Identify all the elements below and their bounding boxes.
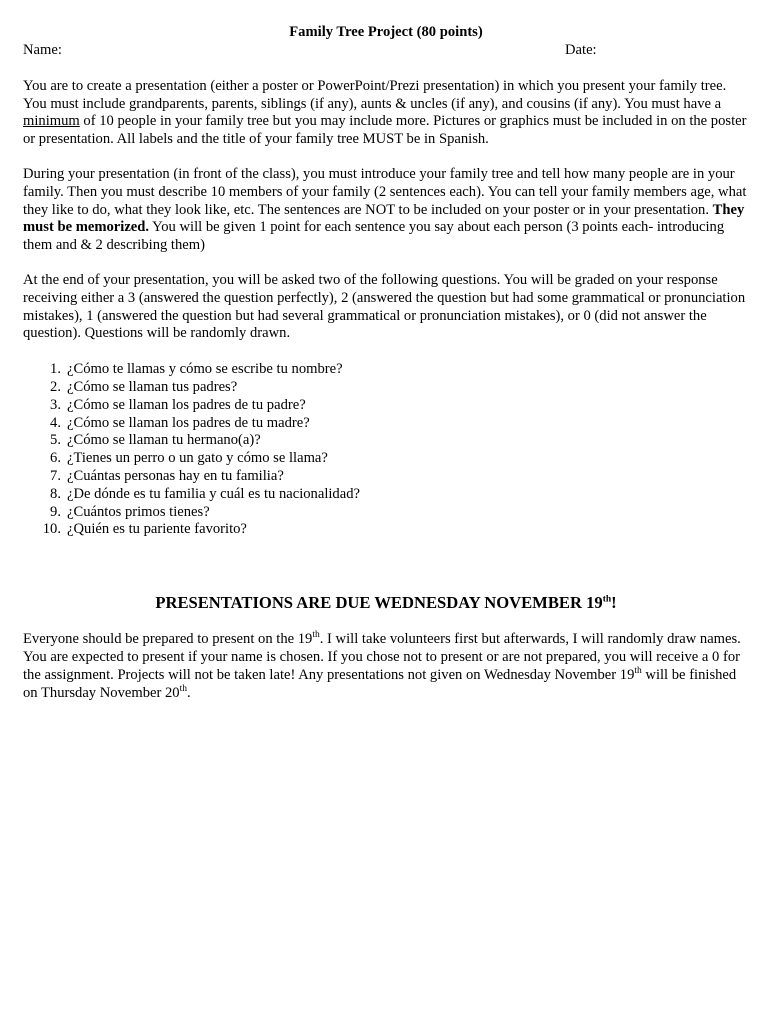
- presentation-text-1: During your presentation (in front of the class), you must introduce your family tree and tell how many people are in your family. Then you must describe 10 members of your family (2 sentences each). You can tell your family members age, what they like to do, what they look like, etc. The sentences are NOT to be included on your poster or in your presentation.: [23, 165, 747, 218]
- instructions-text-2: of 10 people in your family tree but you may include more. Pictures or graphics must be included in on the poster or presentation. All labels and the title of your family tree MUST be in Spanish.: [23, 113, 747, 148]
- question-number: 7.: [50, 467, 61, 484]
- name-label: Name:: [23, 41, 62, 58]
- policy-text-1: Everyone should be prepared to present on the 19: [23, 631, 313, 648]
- presentation-paragraph: [23, 166, 749, 255]
- presentation-text-2: You will be given 1 point for each sentence you say about each person (3 points each- introducing them and & 2 describing them): [23, 219, 725, 254]
- policy-text-2: . I will take volunteers first but afterwards, I will randomly draw names. You are expected to present if your name is chosen. If you chose not to present or are not prepared, you will receive a 0 for the assignment. Projects will not be taken late! Any presentations not given on Wednesday November 19: [23, 631, 741, 683]
- question-text: ¿Cuántas personas hay en tu familia?: [67, 467, 284, 484]
- memorized-bold: They must be memorized.: [23, 201, 745, 236]
- question-number: 9.: [50, 503, 61, 520]
- question-text: ¿Cómo se llaman los padres de tu padre?: [67, 396, 306, 413]
- due-heading-end: !: [611, 593, 617, 613]
- question-text: ¿Tienes un perro o un gato y cómo se llama?: [67, 450, 328, 467]
- policy-suffix-1: th: [312, 630, 320, 641]
- policy-text-4: .: [186, 684, 191, 701]
- question-number: 10.: [42, 521, 61, 538]
- question-number: 2.: [50, 378, 61, 395]
- due-heading-text: PRESENTATIONS ARE DUE WEDNESDAY NOVEMBER 19: [155, 593, 603, 613]
- instructions-text-1: You are to create a presentation (either a poster or PowerPoint/Prezi presentation) in which you present your family tree. You must include grandparents, parents, siblings (if any), aunts & uncles (if any), and cousins (if any). You must have a: [23, 77, 727, 112]
- list-item: [23, 486, 749, 504]
- question-number: 1.: [50, 361, 61, 378]
- question-text: ¿Cuántos primos tienes?: [67, 503, 210, 520]
- document-title: Family Tree Project (80 points): [289, 24, 483, 40]
- minimum-underlined: minimum: [23, 113, 80, 130]
- document-page: [23, 24, 749, 702]
- question-number: 8.: [50, 485, 61, 502]
- list-item: [23, 415, 749, 433]
- name-date-line: [23, 42, 749, 60]
- date-label: Date:: [565, 41, 597, 58]
- list-item: [23, 432, 749, 450]
- question-text: ¿Cómo te llamas y cómo se escribe tu nombre?: [67, 361, 343, 378]
- list-item: [23, 468, 749, 486]
- policy-text-3: will be finished on Thursday November 20: [23, 666, 737, 701]
- question-number: 6.: [50, 450, 61, 467]
- policy-suffix-3: th: [179, 683, 187, 694]
- policy-suffix-2: th: [634, 665, 642, 676]
- question-text: ¿Cómo se llaman tu hermano(a)?: [67, 432, 261, 449]
- question-text: ¿Cómo se llaman los padres de tu madre?: [67, 414, 310, 431]
- list-item: [23, 450, 749, 468]
- questions-list: [23, 361, 749, 539]
- list-item: [23, 521, 749, 539]
- due-heading-suffix: th: [602, 594, 612, 605]
- due-date-heading: [23, 593, 749, 613]
- policy-paragraph: [23, 631, 749, 702]
- question-number: 3.: [50, 396, 61, 413]
- list-item: [23, 379, 749, 397]
- question-number: 5.: [50, 432, 61, 449]
- grading-paragraph: At the end of your presentation, you will be asked two of the following questions. You will be graded on your response receiving either a 3 (answered the question perfectly), 2 (answered the question but had some grammatical or pronunciation mistakes), 1 (answered the question but had several grammatical or pronunciation mistakes), or 0 (did not answer the question). Questions will be randomly drawn.: [23, 271, 746, 342]
- question-text: ¿De dónde es tu familia y cuál es tu nacionalidad?: [67, 485, 360, 502]
- question-number: 4.: [50, 414, 61, 431]
- list-item: [23, 361, 749, 379]
- question-text: ¿Quién es tu pariente favorito?: [67, 521, 247, 538]
- question-text: ¿Cómo se llaman tus padres?: [67, 378, 238, 395]
- list-item: [23, 397, 749, 415]
- list-item: [23, 504, 749, 522]
- instructions-paragraph: [23, 78, 749, 149]
